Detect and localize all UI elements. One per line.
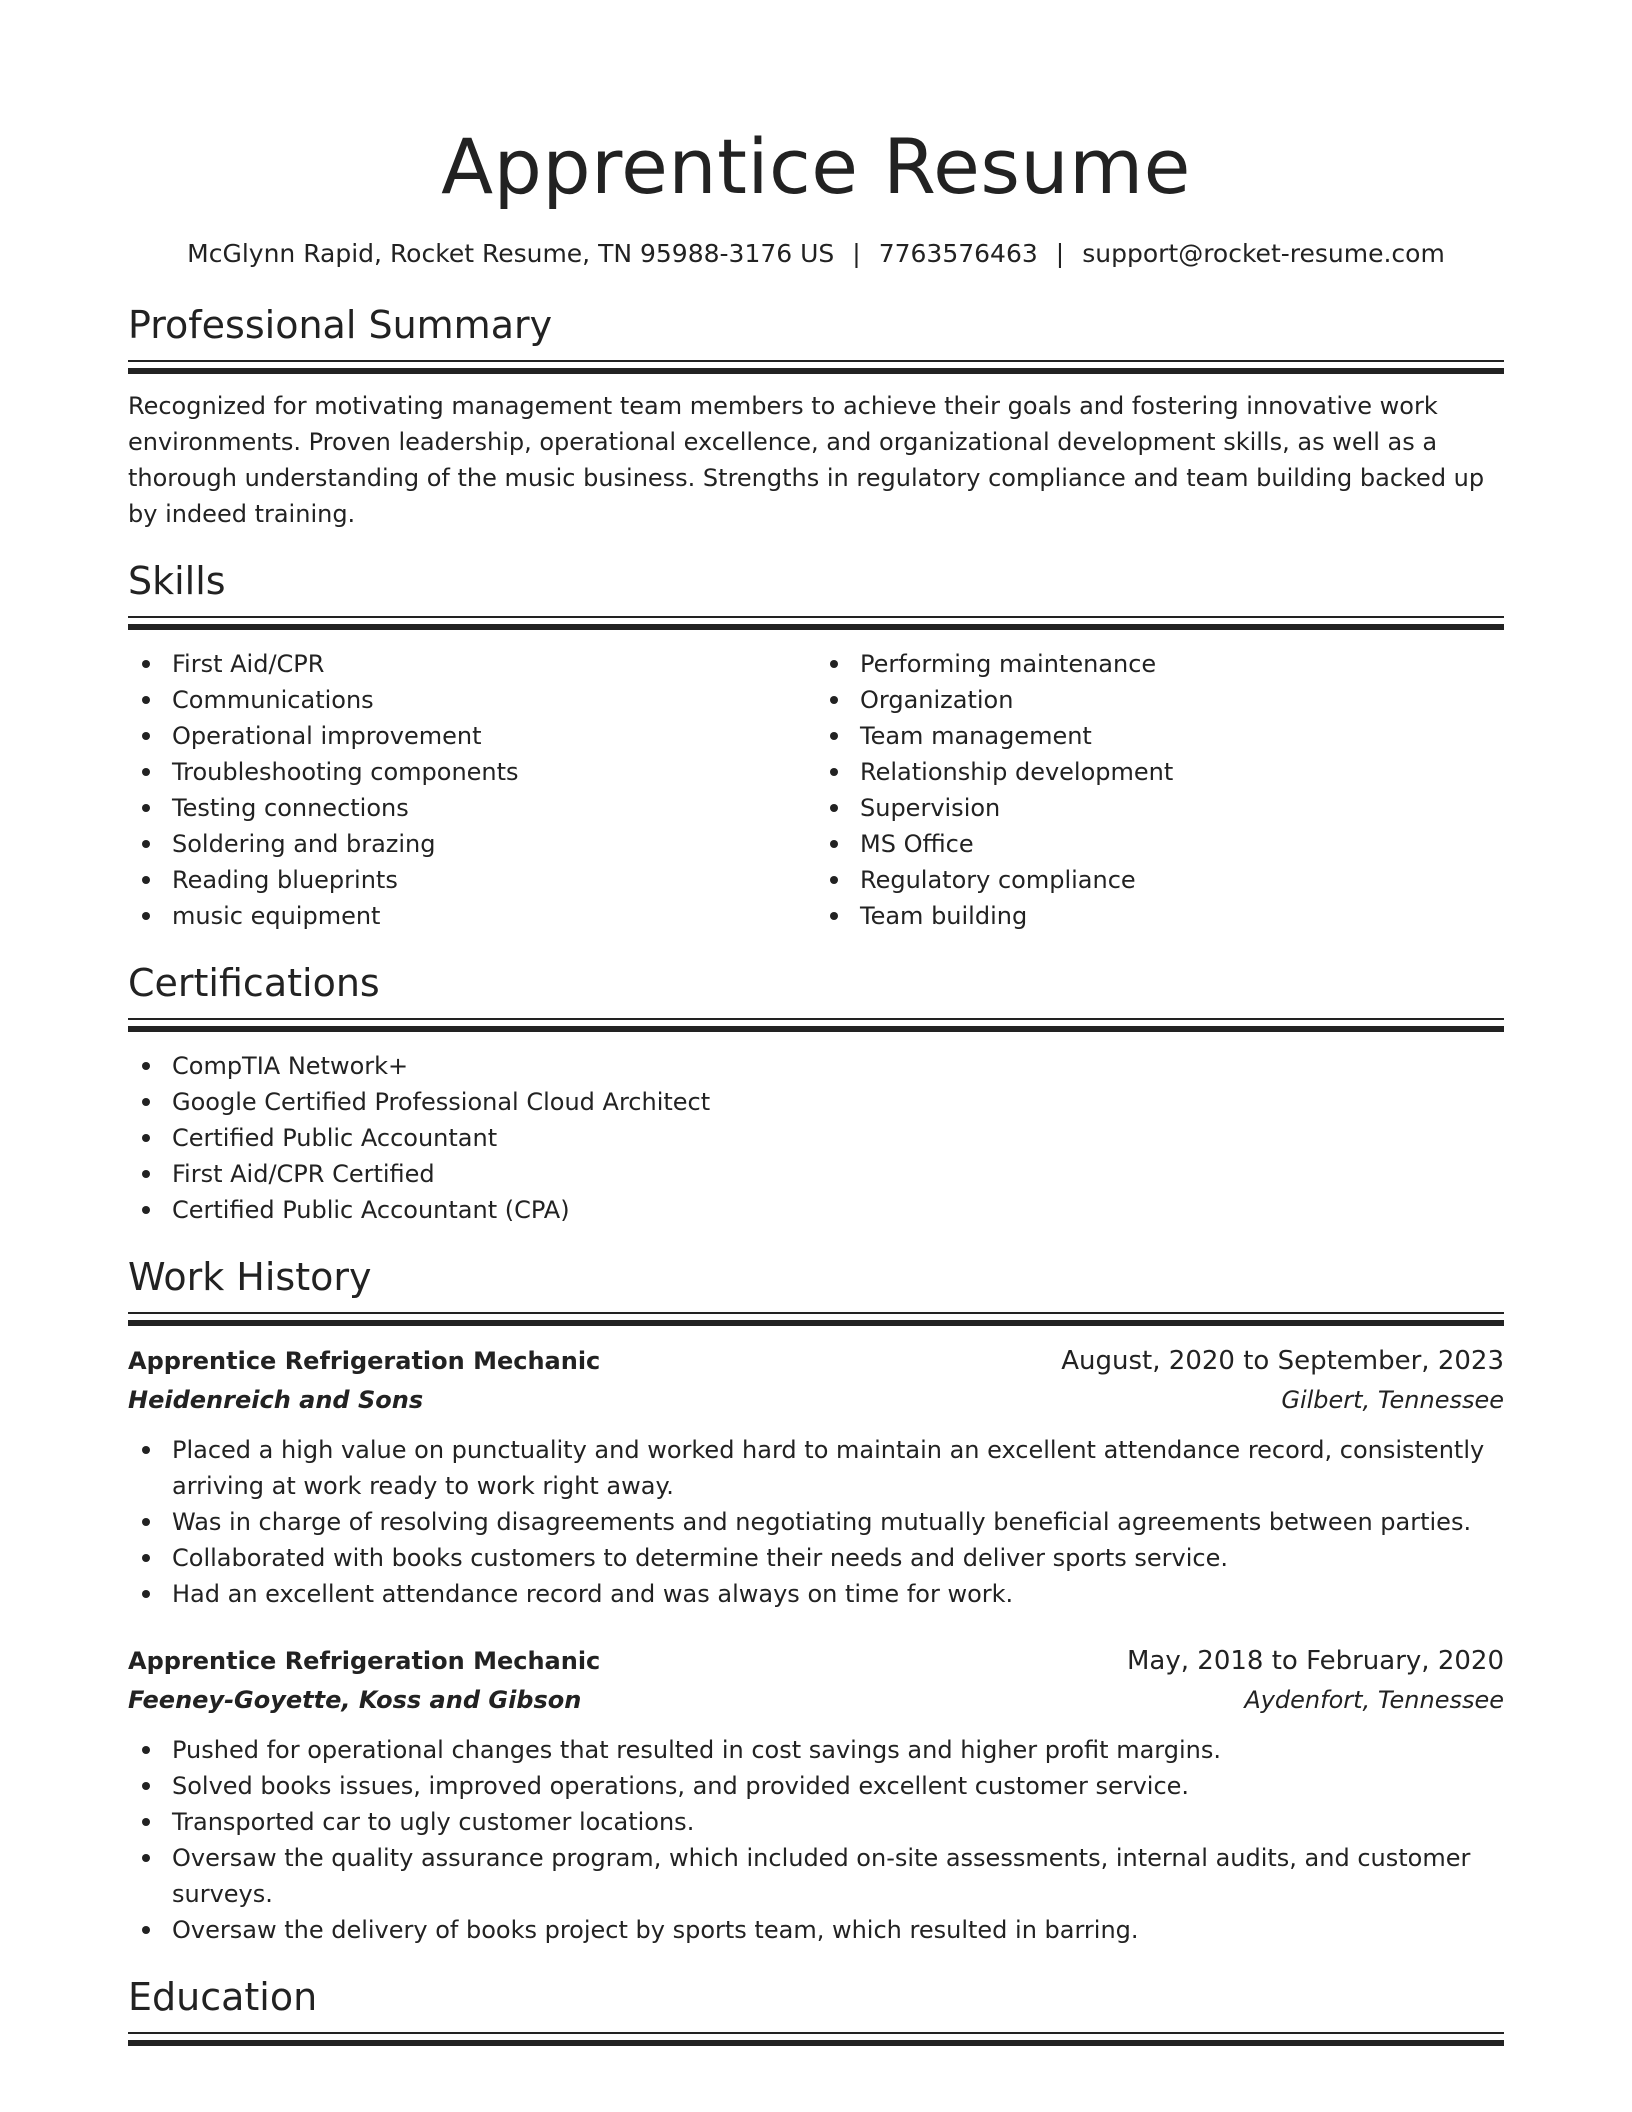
skill-item: Soldering and brazing <box>128 826 816 862</box>
certification-item: First Aid/CPR Certified <box>128 1156 1504 1192</box>
job-company: Feeney-Goyette, Koss and Gibson <box>128 1686 582 1714</box>
job-company: Heidenreich and Sons <box>128 1386 424 1414</box>
job-bullet: Oversaw the quality assurance program, which included on-site assessments, internal audits, and customer surveys. <box>128 1840 1504 1912</box>
contact-separator: | <box>852 239 861 268</box>
skill-item: Communications <box>128 682 816 718</box>
job-entry <box>128 1344 1504 1612</box>
job-bullets <box>128 1432 1504 1612</box>
summary-text: Recognized for motivating management team members to achieve their goals and fostering innovative work environments. Proven leadership, operational excellence, and organizational development skills, as well as a thorough understanding of the music business. Strengths in regulatory compliance and team building backed up by indeed training. <box>128 392 1485 528</box>
certification-item: CompTIA Network+ <box>128 1048 1504 1084</box>
skill-item: MS Office <box>816 826 1504 862</box>
skill-item: Reading blueprints <box>128 862 816 898</box>
skill-item: Operational improvement <box>128 718 816 754</box>
certifications-list <box>128 1048 1504 1228</box>
contact-email: support@rocket-resume.com <box>1082 239 1445 268</box>
job-bullet: Had an excellent attendance record and was always on time for work. <box>128 1576 1504 1612</box>
certification-item: Google Certified Professional Cloud Architect <box>128 1084 1504 1120</box>
job-title: Apprentice Refrigeration Mechanic <box>128 1347 601 1375</box>
skill-item: Team management <box>816 718 1504 754</box>
skills-columns <box>128 646 1504 934</box>
contact-line <box>128 238 1504 270</box>
skill-item: Supervision <box>816 790 1504 826</box>
skill-item: Performing maintenance <box>816 646 1504 682</box>
job-bullet: Oversaw the delivery of books project by sports team, which resulted in barring. <box>128 1912 1504 1948</box>
skill-item: music equipment <box>128 898 816 934</box>
section-divider <box>128 616 1504 630</box>
job-subheader <box>128 1682 1504 1718</box>
job-dates: August, 2020 to September, 2023 <box>1061 1346 1504 1376</box>
summary-section <box>128 302 1504 532</box>
skill-item: Relationship development <box>816 754 1504 790</box>
section-title-certifications: Certifications <box>128 961 380 1005</box>
section-divider <box>128 360 1504 374</box>
job-bullets <box>128 1732 1504 1948</box>
skill-item: First Aid/CPR <box>128 646 816 682</box>
job-header <box>128 1644 1504 1678</box>
work-history-section <box>128 1254 1504 1948</box>
job-subheader <box>128 1382 1504 1418</box>
education-section <box>128 1974 1504 2046</box>
section-divider <box>128 1312 1504 1326</box>
job-entry <box>128 1644 1504 1948</box>
job-dates: May, 2018 to February, 2020 <box>1127 1646 1504 1676</box>
job-location: Gilbert, Tennessee <box>1281 1386 1504 1414</box>
skills-list-left <box>128 646 816 934</box>
skills-list-right <box>816 646 1504 934</box>
job-bullet: Was in charge of resolving disagreements and negotiating mutually beneficial agreements between parties. <box>128 1504 1504 1540</box>
skill-item: Team building <box>816 898 1504 934</box>
job-bullet: Collaborated with books customers to determine their needs and deliver sports service. <box>128 1540 1504 1576</box>
section-divider <box>128 2032 1504 2046</box>
job-header <box>128 1344 1504 1378</box>
skill-item: Regulatory compliance <box>816 862 1504 898</box>
certification-item: Certified Public Accountant (CPA) <box>128 1192 1504 1228</box>
skill-item: Testing connections <box>128 790 816 826</box>
contact-phone: 7763576463 <box>878 239 1038 268</box>
section-title-summary: Professional Summary <box>128 303 553 347</box>
skills-section <box>128 558 1504 934</box>
skill-item: Troubleshooting components <box>128 754 816 790</box>
section-title-work-history: Work History <box>128 1255 372 1299</box>
job-bullet: Pushed for operational changes that resulted in cost savings and higher profit margins. <box>128 1732 1504 1768</box>
job-bullet: Placed a high value on punctuality and worked hard to maintain an excellent attendance record, consistently arriving at work ready to work right away. <box>128 1432 1504 1504</box>
section-title-skills: Skills <box>128 559 226 603</box>
certification-item: Certified Public Accountant <box>128 1120 1504 1156</box>
certifications-section <box>128 960 1504 1228</box>
resume-title: Apprentice Resume <box>441 122 1191 211</box>
job-location: Aydenfort, Tennessee <box>1244 1686 1504 1714</box>
job-bullet: Solved books issues, improved operations, and provided excellent customer service. <box>128 1768 1504 1804</box>
contact-address: McGlynn Rapid, Rocket Resume, TN 95988-3176 US <box>187 239 835 268</box>
job-bullet: Transported car to ugly customer locations. <box>128 1804 1504 1840</box>
contact-separator: | <box>1055 239 1065 268</box>
job-title: Apprentice Refrigeration Mechanic <box>128 1647 601 1675</box>
section-divider <box>128 1018 1504 1032</box>
section-title-education: Education <box>128 1975 318 2019</box>
skill-item: Organization <box>816 682 1504 718</box>
